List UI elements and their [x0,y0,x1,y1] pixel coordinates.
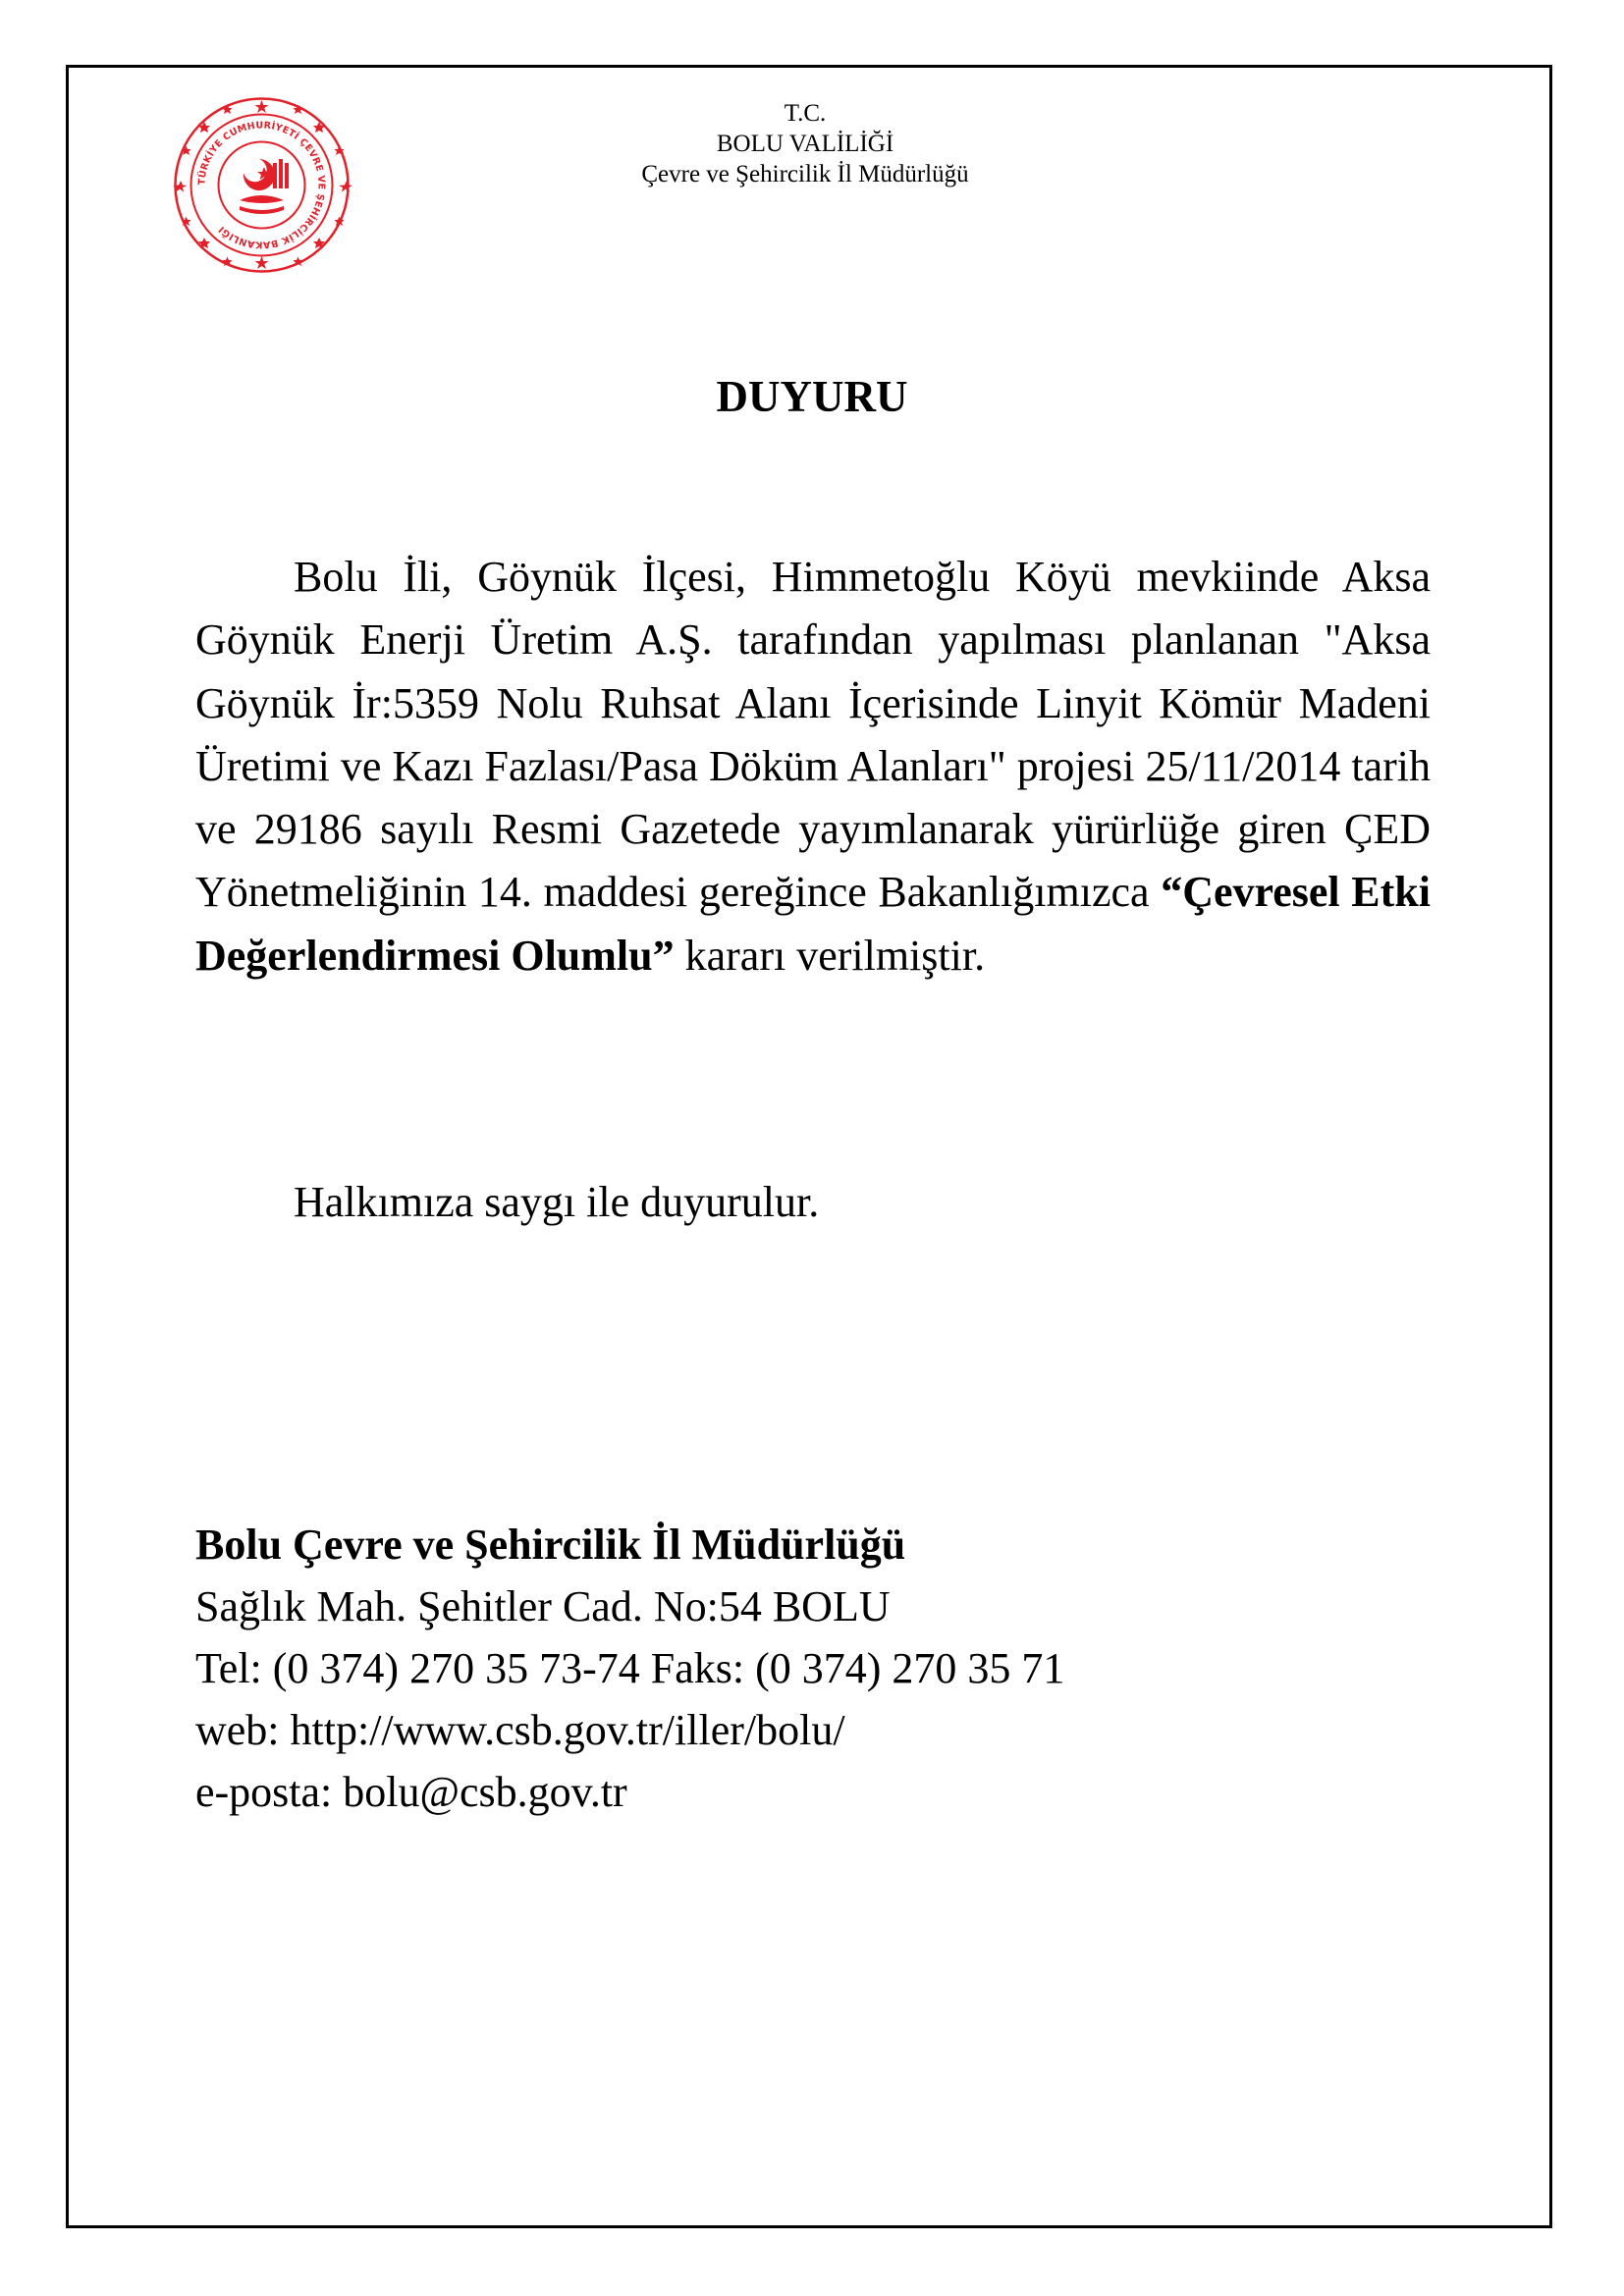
paragraph-end-text: kararı verilmiştir. [674,931,986,980]
letterhead [550,98,1060,189]
paragraph-text: Bolu İli, Göynük İlçesi, Himmetoğlu Köyü mevkiinde Aksa Göynük Enerji Üretim A.Ş. tarafından yapılması planlanan "Aksa Göynük İr:5359 Nolu Ruhsat Alanı İçerisinde Linyit Kömür Madeni Üretimi ve Kazı Fazlası/Pasa Döküm Alanları" projesi 25/11/2014 tarih ve 29186 sayılı Resmi Gazetede yayımlanarak yürürlüğe giren ÇED Yönetmeliğinin 14. maddesi gereğince Bakanlığımızca [195,553,1431,917]
announcement-paragraph [195,546,1431,988]
svg-text:TÜRKİYE CUMHURİYETİ ÇEVRE VE Ş: TÜRKİYE CUMHURİYETİ ÇEVRE VE ŞEHİRCİLİK BAKANLIĞI [196,120,327,250]
page-title: DUYURU [716,372,908,421]
ministry-seal-icon [171,94,352,276]
header-directorate: Çevre ve Şehircilik İl Müdürlüğü [641,161,969,187]
contact-email-link[interactable]: e-posta: bolu@csb.gov.tr [195,1768,627,1816]
closing-line: Halkımıza saygı ile duyurulur. [294,1178,820,1226]
header-state: T.C. [784,100,827,127]
contact-address: Sağlık Mah. Şehitler Cad. No:54 BOLU [195,1582,891,1630]
decision-text: “Çevresel Etki Değerlendirmesi Olumlu” [195,868,1431,980]
header-governorship: BOLU VALİLİĞİ [716,131,894,157]
contact-organization: Bolu Çevre ve Şehircilik İl Müdürlüğü [195,1521,906,1569]
contact-web-link[interactable]: web: http://www.csb.gov.tr/iller/bolu/ [195,1706,845,1754]
contact-block [195,1514,1064,1823]
contact-phone: Tel: (0 374) 270 35 73-74 Faks: (0 374) 270 35 71 [195,1644,1065,1692]
